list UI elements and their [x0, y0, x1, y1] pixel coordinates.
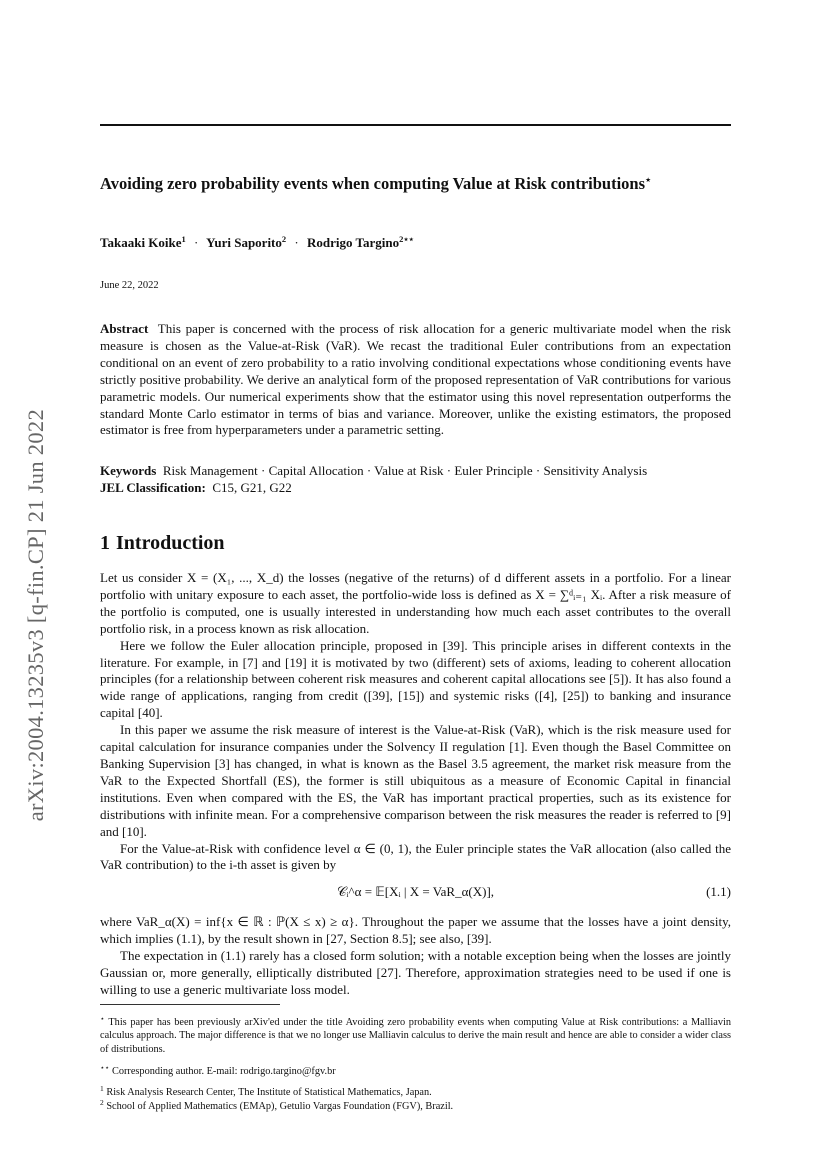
- body-continued: [100, 914, 731, 999]
- paper-date: June 22, 2022: [100, 280, 159, 291]
- equation-1-1: [100, 884, 731, 902]
- paragraph: For the Value-at-Risk with confidence level α ∈ (0, 1), the Euler principle states the VaR allocation (also called the VaR contribution) to the i-th asset is given by: [100, 840, 731, 873]
- author-affiliation-mark: 2⋆⋆: [399, 234, 414, 244]
- jel-label: JEL Classification:: [100, 480, 206, 495]
- paragraph: In this paper we assume the risk measure of interest is the Value-at-Risk (VaR), which is the risk measure used for capital calculation for insurance companies under the Solvency II regulation [1]. Even though the Basel Committee on Banking Supervision [3] has changed, in what is known as the Basel 3.5 agreement, the market risk measure from the VaR to the Expected Shortfall (ES), the former is still ubiquitous as a measure of Economic Capital in financial institutions. Even when compared with the ES, the VaR has important practical properties, such as its existence for distributions with infinite mean. For a comprehensive comparison between the risk measures the reader is referred to [9] and [10].: [100, 722, 731, 839]
- abstract-text: This paper is concerned with the process of risk allocation for a generic multivariate model when the risk measure is chosen as the Value-at-Risk (VaR). We recast the traditional Euler contributions from an expectation conditional on an event of zero probability to a ratio involving conditional expectations whose conditioning events have strictly positive probability. We derive an analytical form of the proposed representation of VaR contributions for various parametric models. Our numerical experiments show that the estimator using this novel representation outperforms the standard Monte Carlo estimator in terms of bias and variance. Moreover, unlike the existing estimators, the proposed estimator is free from hyperparameters under a parametric setting.: [100, 321, 732, 438]
- footnote-text: Corresponding author. E-mail: rodrigo.targino@fgv.br: [111, 1066, 336, 1077]
- arxiv-identifier-text: arXiv:2004.13235v3 [q-fin.CP] 21 Jun 2022: [23, 408, 48, 822]
- arxiv-identifier: [20, 360, 52, 870]
- paragraph: Here we follow the Euler allocation principle, proposed in [39]. This principle arises in different contexts in the literature. For example, in [7] and [19] it is motivated by two (different) sets of axioms, leading to coherent allocation principles (for a relationship between coherent risk measures and coherent capital allocations see [5]). It has also found a wide range of applications, ranging from credit ([39], [15]) and systemic risks ([4], [25]) to banking and insurance capital [40].: [100, 637, 731, 721]
- equation-body: 𝒞ᵢ^α = 𝔼[Xᵢ | X = VaR_α(X)],: [336, 884, 495, 899]
- footnote-mark: ⋆⋆: [100, 1063, 110, 1072]
- keywords: [100, 463, 731, 480]
- jel-codes: C15, G21, G22: [212, 480, 292, 495]
- header-rule: [100, 124, 731, 126]
- keywords-text: Risk Management · Capital Allocation · Value at Risk · Euler Principle · Sensitivity Analysis: [162, 463, 648, 478]
- footnote-text: Risk Analysis Research Center, The Institute of Statistical Mathematics, Japan.: [106, 1087, 432, 1098]
- footnote-rule: [100, 1004, 280, 1005]
- section-title: Introduction: [116, 532, 225, 554]
- title-footnote-mark: ⋆: [645, 175, 652, 186]
- author-separator: ·: [294, 235, 299, 250]
- footnote-text: This paper has been previously arXiv'ed under the title Avoiding zero probability events when computing Value at Risk contributions: a Malliavin calculus approach. The major difference is that we no longer use Malliavin calculus to derive the main result and hence are able to consider a wider class of distributions.: [100, 1017, 731, 1055]
- author-name: Yuri Saporito: [206, 235, 282, 250]
- footnote-mark: 2: [100, 1098, 104, 1107]
- section-heading: [100, 532, 225, 555]
- footnote: [100, 1012, 731, 1056]
- paragraph: where VaR_α(X) = inf{x ∈ ℝ : ℙ(X ≤ x) ≥ α}. Throughout the paper we assume that the losses have a joint density, which implies (1.1), by the result shown in [27, Section 8.5]; see also, [39].: [100, 914, 731, 946]
- abstract: [100, 321, 731, 439]
- footnote-mark: ⋆: [100, 1014, 105, 1023]
- author-affiliation-mark: 1: [181, 234, 186, 244]
- author-list: [100, 234, 414, 251]
- equation-label: (1.1): [706, 884, 731, 899]
- footnote: [100, 1061, 731, 1078]
- author-name: Takaaki Koike: [100, 235, 182, 250]
- paper-title-text: Avoiding zero probability events when computing Value at Risk contributions: [100, 174, 646, 193]
- author-separator: ·: [194, 235, 199, 250]
- author-name: Rodrigo Targino: [306, 235, 400, 250]
- author-affiliation-mark: 2: [281, 234, 287, 244]
- footnote: [100, 1096, 731, 1113]
- section-number: 1: [100, 532, 110, 554]
- abstract-label: Abstract: [100, 321, 149, 336]
- paper-title: [100, 170, 700, 194]
- introduction-body: [100, 570, 731, 874]
- footnote-text: School of Applied Mathematics (EMAp), Getulio Vargas Foundation (FGV), Brazil.: [106, 1101, 454, 1112]
- paragraph: Let us consider X = (X₁, ..., X_d) the losses (negative of the returns) of d different assets in a portfolio. For a linear portfolio with unitary exposure to each asset, the portfolio-wide loss is defined as X = ∑ᵈᵢ₌₁ Xᵢ. After a risk measure of the portfolio is computed, one is usually interested in understanding how much each asset contributes to the overall portfolio risk, in a process known as risk allocation.: [100, 570, 731, 636]
- paragraph: The expectation in (1.1) rarely has a closed form solution; with a notable exception being when the losses are jointly Gaussian or, more generally, elliptically distributed [27]. Therefore, approximation strategies need to be used if one is willing to use a generic multivariate loss model.: [100, 947, 731, 997]
- jel-classification: [100, 480, 731, 497]
- footnote-mark: 1: [100, 1084, 104, 1093]
- keywords-label: Keywords: [100, 463, 157, 478]
